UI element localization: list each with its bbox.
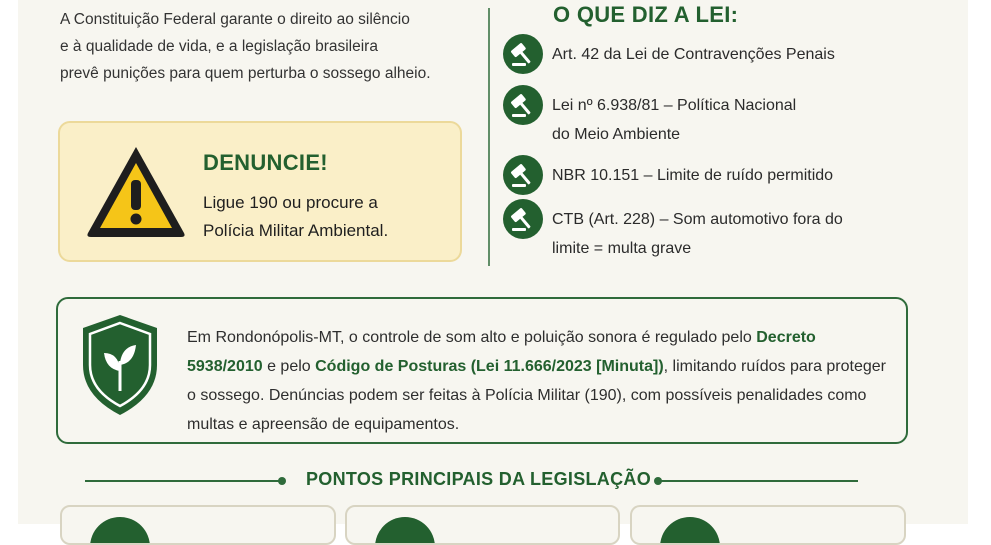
key-point-icon-circle xyxy=(375,517,435,545)
law-item-3-line-1: NBR 10.151 – Limite de ruído permitido xyxy=(552,167,834,184)
law-item-2-line-2: do Meio Ambiente xyxy=(552,126,681,143)
intro-line-3: prevê punições para quem perturba o sossego alheio. xyxy=(60,65,431,82)
denuncie-line-2: Polícia Militar Ambiental. xyxy=(203,221,389,240)
law-item-2-line-1: Lei nº 6.938/81 – Política Nacional xyxy=(552,97,797,114)
key-point-icon-circle xyxy=(90,517,150,545)
key-point-card xyxy=(345,505,620,545)
info-text-part-3: , limitando ruídos para proteger o sossego. Denúncias podem ser feitas à Polícia Militar (190), com possíveis penalidades como multas e apreensão de equipamentos. xyxy=(187,358,886,433)
gavel-icon xyxy=(503,85,543,125)
gavel-icon xyxy=(503,34,543,74)
law-item-1-line-1: Art. 42 da Lei de Contravenções Penais xyxy=(552,46,835,63)
infographic-page xyxy=(18,0,968,524)
intro-line-1: A Constituição Federal garante o direito ao silêncio xyxy=(60,11,410,28)
vertical-divider xyxy=(488,8,490,266)
key-point-card xyxy=(630,505,906,545)
section-dot-left xyxy=(278,477,286,485)
key-point-icon-circle xyxy=(660,517,720,545)
intro-text xyxy=(60,6,500,87)
rondonopolis-info-text xyxy=(187,323,887,439)
shield-leaf-icon xyxy=(80,313,160,422)
warning-triangle-icon xyxy=(82,141,190,246)
section-title: PONTOS PRINCIPAIS DA LEGISLAÇÃO xyxy=(306,469,651,489)
section-line-right xyxy=(660,480,858,482)
info-bold-codigo: Código de Posturas (Lei 11.666/2023 [Minuta]) xyxy=(315,358,664,375)
law-item-text xyxy=(552,91,912,149)
info-text-part-2: e pelo xyxy=(262,358,316,375)
section-line-left xyxy=(85,480,280,482)
gavel-icon xyxy=(503,155,543,195)
info-text-part-1: Em Rondonópolis-MT, o controle de som alto e poluição sonora é regulado pelo xyxy=(187,329,757,346)
denuncie-card xyxy=(58,121,462,262)
law-section-title: O QUE DIZ A LEI: xyxy=(553,2,739,27)
law-item-4-line-2: limite = multa grave xyxy=(552,240,692,257)
key-point-card xyxy=(60,505,336,545)
law-item-4-line-1: CTB (Art. 228) – Som automotivo fora do xyxy=(552,211,843,228)
denuncie-title: DENUNCIE! xyxy=(203,150,328,175)
denuncie-text xyxy=(203,189,443,245)
denuncie-line-1: Ligue 190 ou procure a xyxy=(203,193,378,212)
law-item-text xyxy=(552,40,912,69)
info-bold-decreto: Decreto 5938/2010 xyxy=(187,329,816,375)
law-item-text xyxy=(552,205,912,263)
gavel-icon xyxy=(503,199,543,239)
rondonopolis-info-box xyxy=(56,297,908,444)
law-item-text xyxy=(552,161,912,190)
intro-line-2: e à qualidade de vida, e a legislação brasileira xyxy=(60,38,378,55)
